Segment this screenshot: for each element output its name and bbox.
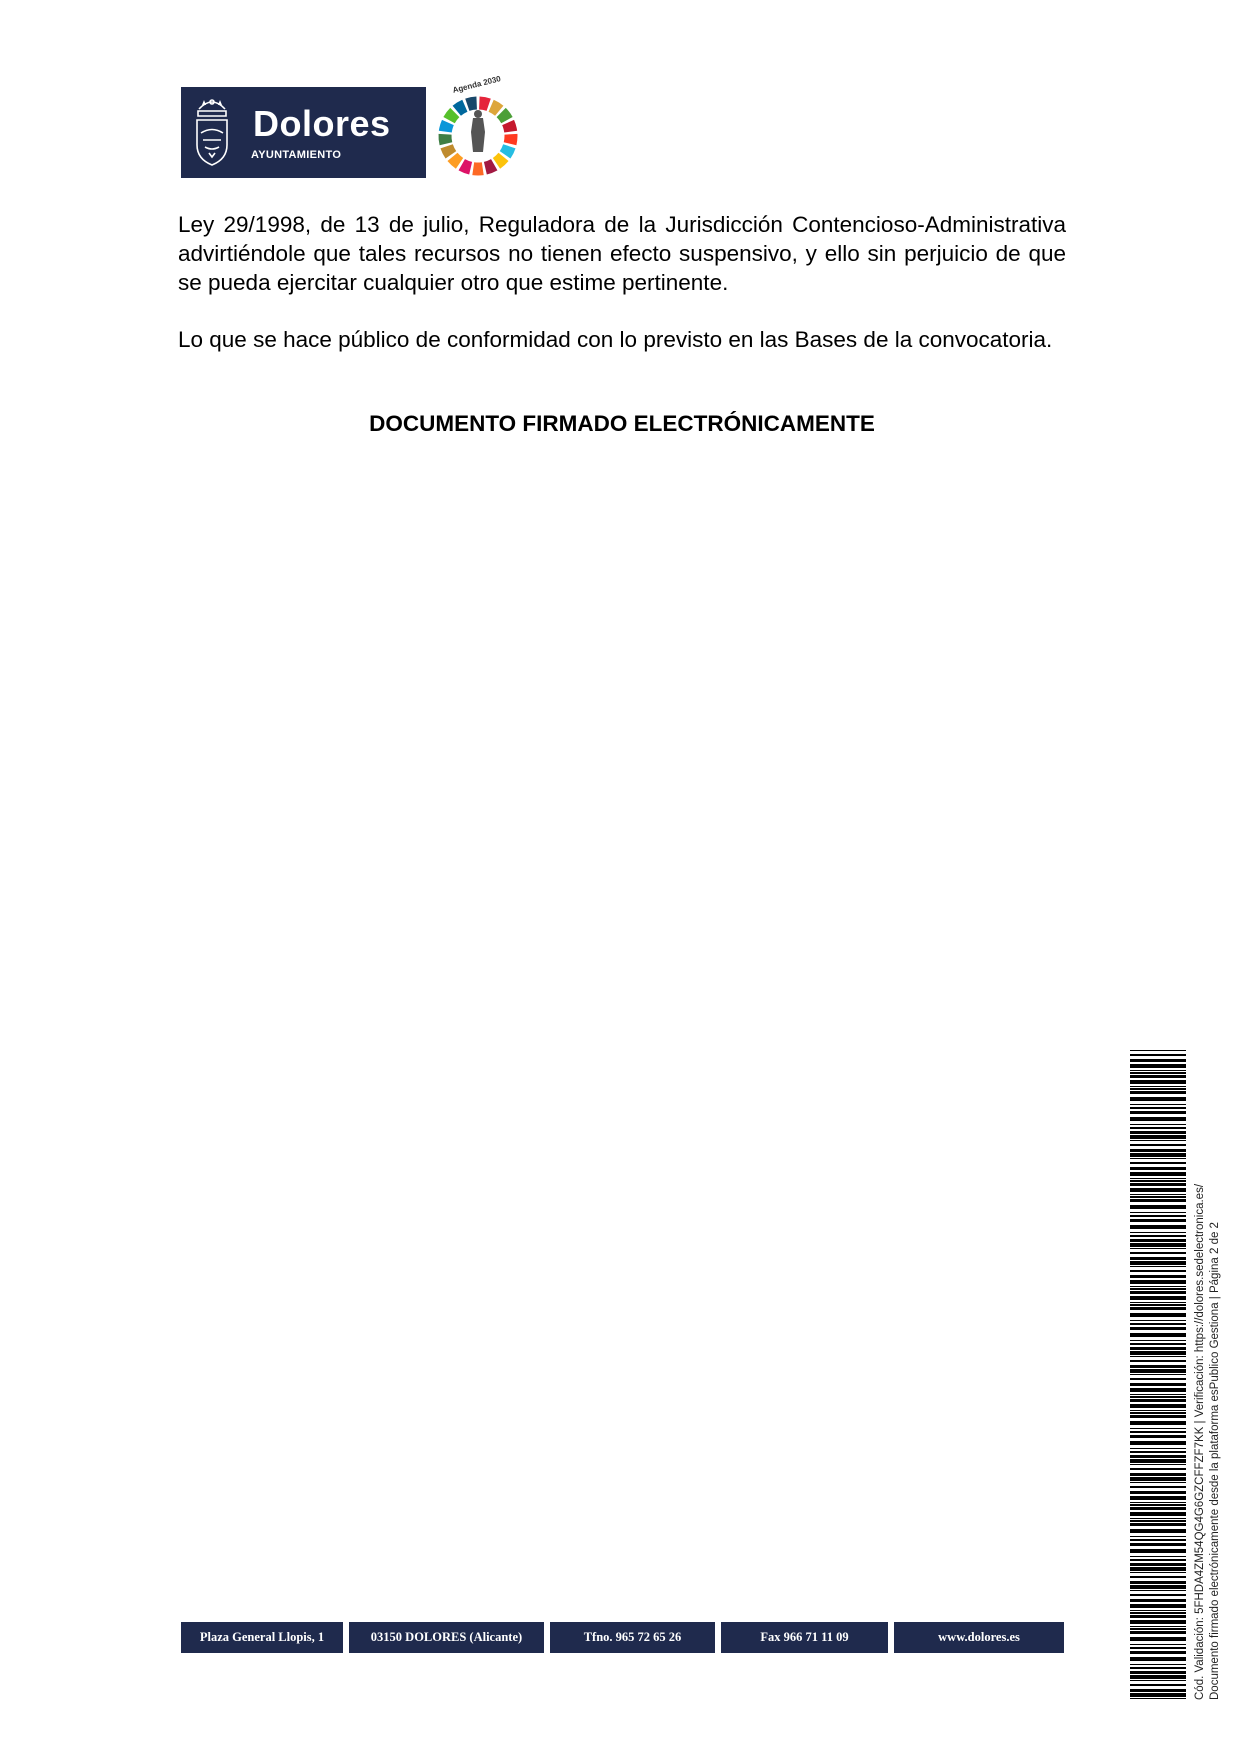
validation-line-2: Documento firmado electrónicamente desde la plataforma esPublico Gestiona | Página 2 de 2	[1209, 1222, 1221, 1700]
footer-postal: 03150 DOLORES (Alicante)	[349, 1622, 544, 1653]
agenda-label: Agenda 2030	[451, 74, 502, 95]
footer-web[interactable]: www.dolores.es	[894, 1622, 1064, 1653]
barcode-icon	[1130, 1050, 1186, 1700]
signed-notice: DOCUMENTO FIRMADO ELECTRÓNICAMENTE	[369, 411, 875, 436]
logo-name: Dolores	[253, 103, 391, 144]
validation-line-1: Cód. Validación: 5FHDA4ZM54QG4G6GZCFFZF7KK | Verificación: https://dolores.sedelectronica.es/	[1194, 1183, 1206, 1700]
footer-phone: Tfno. 965 72 65 26	[550, 1622, 715, 1653]
body-paragraph-1: Ley 29/1998, de 13 de julio, Reguladora de la Jurisdicción Contencioso-Administrativa advirtiéndole que tales recursos no tienen efecto suspensivo, y ello sin perjuicio de que se pueda ejercitar cualquier otro que estime pertinente.	[178, 212, 1066, 295]
logo-subtitle: AYUNTAMIENTO	[251, 149, 342, 161]
coat-of-arms-icon	[189, 93, 235, 173]
footer-fax: Fax 966 71 11 09	[721, 1622, 888, 1653]
ayuntamiento-logo	[181, 87, 426, 178]
sdg-wheel-icon	[430, 80, 526, 182]
body-paragraph-2: Lo que se hace público de conformidad con lo previsto en las Bases de la convocatoria.	[178, 327, 1053, 352]
agenda-2030-logo	[430, 74, 526, 182]
footer-address: Plaza General Llopis, 1	[181, 1622, 343, 1653]
validation-text	[1193, 1080, 1237, 1700]
